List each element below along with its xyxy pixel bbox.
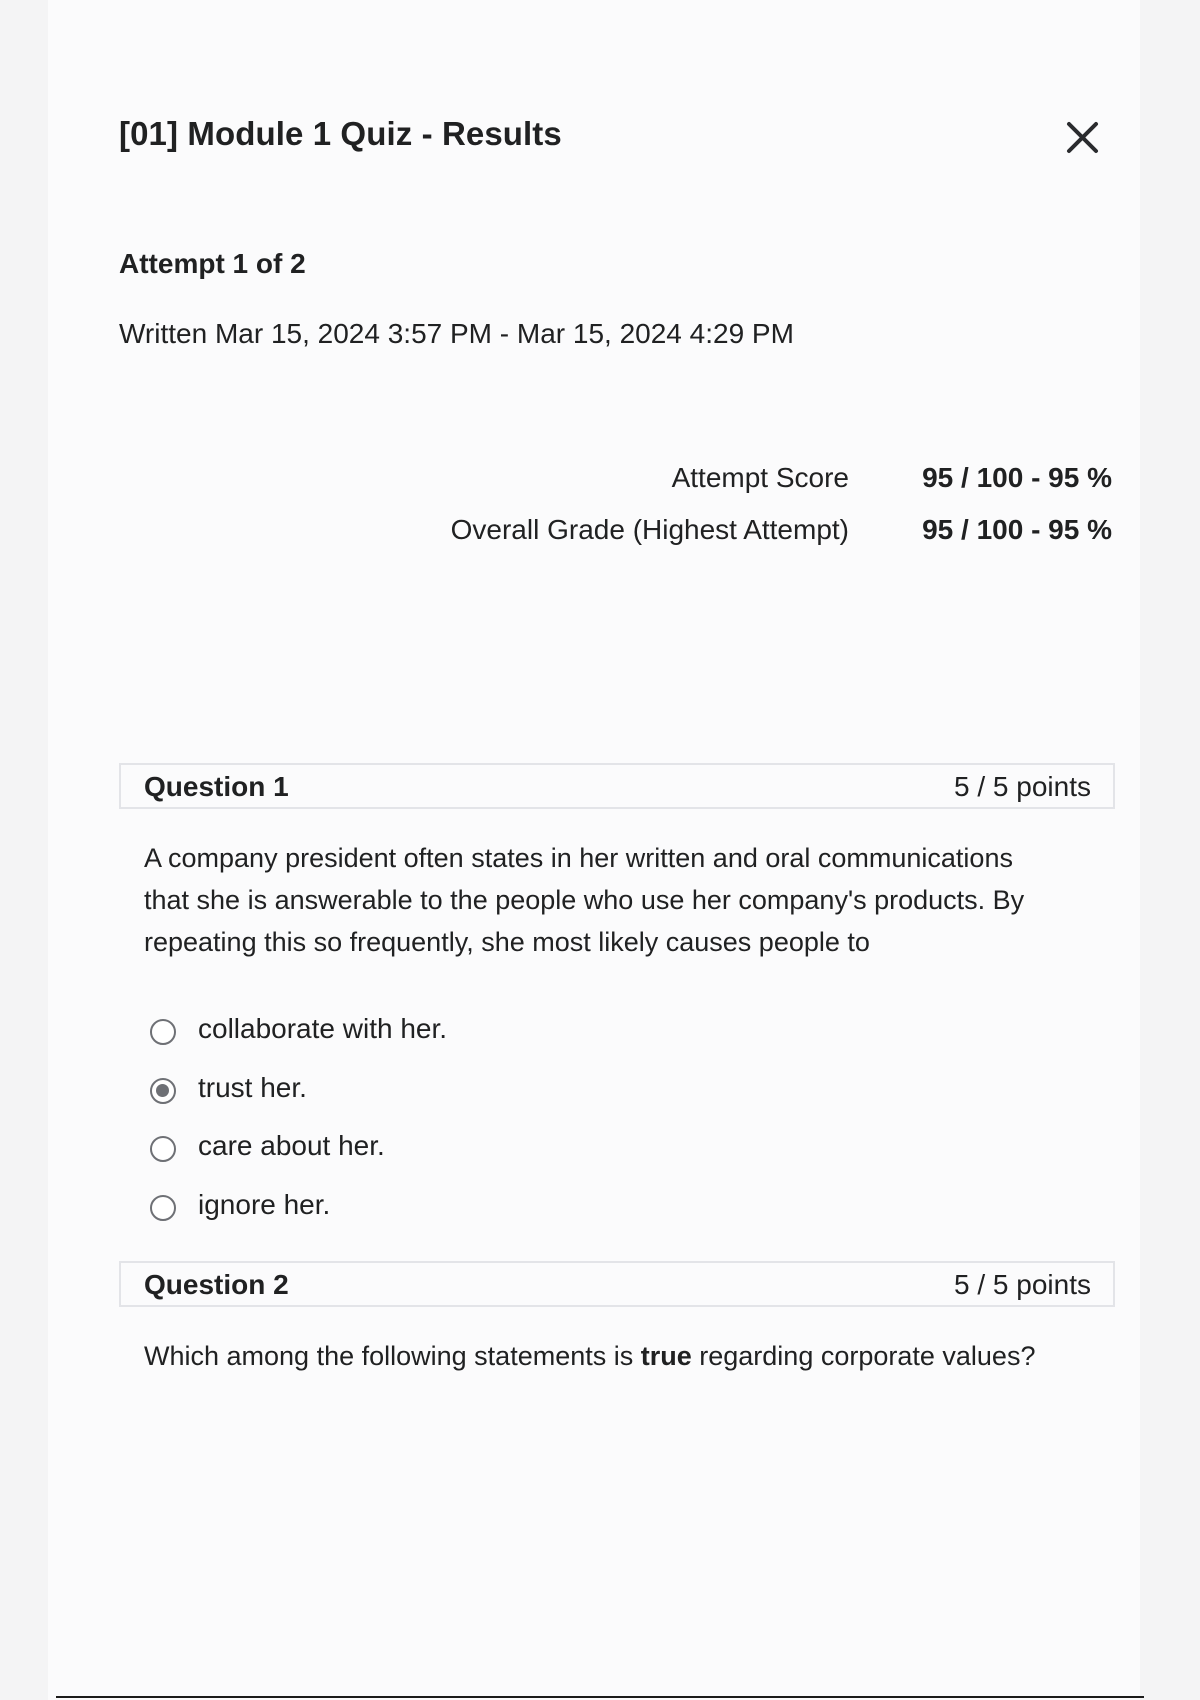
- overall-grade-label: Overall Grade (Highest Attempt): [450, 514, 849, 545]
- question-2-title: Question 2: [144, 1269, 289, 1300]
- overall-grade-row: [0, 514, 1112, 566]
- question-2-header: [119, 1261, 1115, 1307]
- score-summary: [0, 462, 1112, 566]
- answer-option[interactable]: [150, 1117, 447, 1176]
- question-1-text: [144, 837, 1104, 963]
- answer-option-label: care about her.: [198, 1130, 385, 1162]
- radio-button-selected[interactable]: [150, 1078, 176, 1104]
- answer-option-label: trust her.: [198, 1071, 307, 1103]
- question-1-text-line: that she is answerable to the people who use her company's products. By: [144, 885, 1025, 915]
- question-1-options: [150, 1000, 447, 1234]
- overall-grade-value: 95 / 100 - 95 %: [922, 514, 1112, 545]
- question-1-title: Question 1: [144, 771, 289, 802]
- question-1-header: [119, 763, 1115, 809]
- radio-button[interactable]: [150, 1136, 176, 1162]
- question-1-text-line: A company president often states in her written and oral communications: [144, 843, 1013, 873]
- answer-option-label: ignore her.: [198, 1188, 331, 1220]
- question-2-text-bold: true: [640, 1341, 692, 1371]
- question-1-points: 5 / 5 points: [954, 771, 1091, 802]
- answer-option-label: collaborate with her.: [198, 1013, 448, 1045]
- attempt-label: Attempt 1 of 2: [119, 248, 306, 279]
- question-2-text-after: regarding corporate values?: [691, 1341, 1036, 1371]
- answer-option[interactable]: [150, 1176, 447, 1235]
- question-2-text-before: Which among the following statements is: [144, 1341, 641, 1371]
- question-1-text-line: repeating this so frequently, she most likely causes people to: [144, 927, 870, 957]
- radio-button[interactable]: [150, 1195, 176, 1221]
- dialog-title: [01] Module 1 Quiz - Results: [119, 115, 562, 152]
- bottom-divider: [56, 1696, 1144, 1698]
- answer-option[interactable]: [150, 1000, 447, 1059]
- close-button[interactable]: [1063, 118, 1105, 160]
- attempt-score-row: [0, 462, 1112, 514]
- radio-button[interactable]: [150, 1019, 176, 1045]
- question-2-points: 5 / 5 points: [954, 1269, 1091, 1300]
- attempt-score-label: Attempt Score: [671, 462, 849, 493]
- close-icon: [1063, 118, 1105, 160]
- attempt-score-value: 95 / 100 - 95 %: [922, 462, 1112, 493]
- answer-option[interactable]: [150, 1059, 447, 1118]
- attempt-written-time: Written Mar 15, 2024 3:57 PM - Mar 15, 2024 4:29 PM: [119, 318, 794, 349]
- question-2-text: [144, 1335, 1104, 1377]
